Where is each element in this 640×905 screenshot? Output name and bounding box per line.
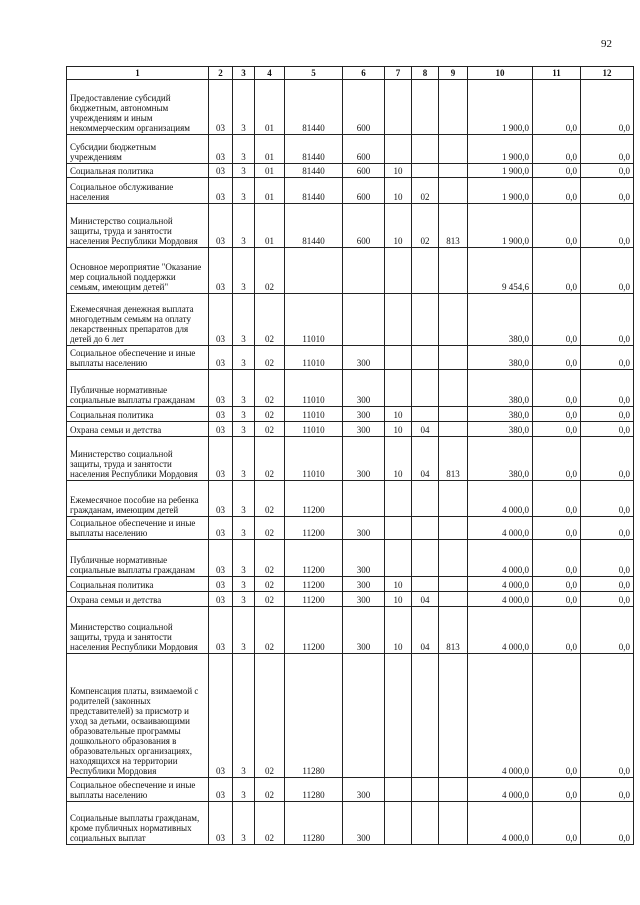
amount-cell: 0,0: [533, 437, 581, 481]
code-cell: [343, 248, 385, 294]
row-label: Социальная политика: [67, 407, 209, 422]
code-cell: 03: [209, 802, 233, 845]
code-cell: 3: [233, 481, 255, 517]
code-cell: 11010: [285, 294, 343, 346]
code-cell: 10: [385, 422, 412, 437]
amount-cell: 0,0: [581, 422, 634, 437]
code-cell: 3: [233, 422, 255, 437]
table-body: [67, 80, 634, 845]
code-cell: 11280: [285, 654, 343, 778]
row-label: Ежемесячное пособие на ребенка гражданам, имеющим детей: [67, 481, 209, 517]
code-cell: 3: [233, 80, 255, 135]
amount-cell: 380,0: [468, 346, 533, 370]
code-cell: 02: [255, 607, 285, 654]
code-cell: 3: [233, 204, 255, 248]
column-header: 11: [533, 67, 581, 80]
code-cell: [439, 294, 468, 346]
code-cell: 04: [412, 607, 439, 654]
code-cell: 03: [209, 370, 233, 407]
code-cell: 813: [439, 437, 468, 481]
code-cell: 02: [255, 481, 285, 517]
code-cell: [439, 135, 468, 164]
code-cell: 03: [209, 346, 233, 370]
code-cell: [385, 135, 412, 164]
code-cell: 02: [255, 517, 285, 540]
row-label: Предоставление субсидий бюджетным, автономным учреждениям и иным некоммерческим организациям: [67, 80, 209, 135]
table-row: [67, 346, 634, 370]
code-cell: 02: [255, 592, 285, 607]
table-row: [67, 540, 634, 577]
table-row: [67, 370, 634, 407]
amount-cell: 0,0: [581, 517, 634, 540]
code-cell: 03: [209, 517, 233, 540]
column-header: 2: [209, 67, 233, 80]
amount-cell: 0,0: [533, 802, 581, 845]
amount-cell: 0,0: [581, 370, 634, 407]
code-cell: 3: [233, 135, 255, 164]
row-label: Социальные выплаты гражданам, кроме публичных нормативных социальных выплат: [67, 802, 209, 845]
amount-cell: 380,0: [468, 437, 533, 481]
amount-cell: 1 900,0: [468, 178, 533, 204]
code-cell: 03: [209, 592, 233, 607]
code-cell: 3: [233, 802, 255, 845]
code-cell: 300: [343, 607, 385, 654]
table-row: [67, 164, 634, 178]
code-cell: [439, 540, 468, 577]
code-cell: 3: [233, 164, 255, 178]
code-cell: 300: [343, 370, 385, 407]
amount-cell: 0,0: [533, 422, 581, 437]
code-cell: 02: [255, 540, 285, 577]
amount-cell: 4 000,0: [468, 654, 533, 778]
amount-cell: 0,0: [533, 248, 581, 294]
code-cell: [412, 517, 439, 540]
code-cell: 02: [255, 248, 285, 294]
table-row: [67, 517, 634, 540]
table-row: [67, 135, 634, 164]
code-cell: 3: [233, 592, 255, 607]
amount-cell: 0,0: [581, 540, 634, 577]
row-label: Социальное обслуживание населения: [67, 178, 209, 204]
code-cell: [439, 407, 468, 422]
code-cell: [343, 294, 385, 346]
amount-cell: 0,0: [533, 654, 581, 778]
code-cell: [385, 294, 412, 346]
code-cell: 03: [209, 422, 233, 437]
code-cell: [385, 80, 412, 135]
amount-cell: 0,0: [533, 135, 581, 164]
code-cell: [412, 577, 439, 592]
code-cell: 3: [233, 577, 255, 592]
code-cell: 11010: [285, 346, 343, 370]
code-cell: 02: [255, 407, 285, 422]
code-cell: [439, 164, 468, 178]
code-cell: [385, 346, 412, 370]
amount-cell: 4 000,0: [468, 540, 533, 577]
code-cell: 3: [233, 407, 255, 422]
code-cell: 813: [439, 204, 468, 248]
code-cell: 300: [343, 517, 385, 540]
amount-cell: 4 000,0: [468, 592, 533, 607]
column-header: 5: [285, 67, 343, 80]
code-cell: [412, 80, 439, 135]
code-cell: 600: [343, 164, 385, 178]
amount-cell: 0,0: [581, 654, 634, 778]
row-label: Публичные нормативные социальные выплаты гражданам: [67, 540, 209, 577]
code-cell: [285, 248, 343, 294]
code-cell: 600: [343, 135, 385, 164]
table-row: [67, 248, 634, 294]
amount-cell: 0,0: [533, 407, 581, 422]
amount-cell: 0,0: [533, 370, 581, 407]
table-row: [67, 481, 634, 517]
code-cell: [439, 778, 468, 802]
code-cell: [412, 778, 439, 802]
code-cell: [412, 135, 439, 164]
code-cell: 02: [255, 778, 285, 802]
code-cell: 3: [233, 178, 255, 204]
code-cell: 02: [255, 802, 285, 845]
code-cell: [343, 481, 385, 517]
code-cell: 03: [209, 540, 233, 577]
code-cell: [439, 517, 468, 540]
code-cell: 81440: [285, 135, 343, 164]
amount-cell: 380,0: [468, 294, 533, 346]
amount-cell: 4 000,0: [468, 517, 533, 540]
amount-cell: 0,0: [581, 607, 634, 654]
code-cell: [439, 346, 468, 370]
amount-cell: 380,0: [468, 370, 533, 407]
code-cell: 11010: [285, 407, 343, 422]
code-cell: 300: [343, 802, 385, 845]
column-header: 1: [67, 67, 209, 80]
code-cell: [385, 778, 412, 802]
code-cell: 300: [343, 778, 385, 802]
code-cell: [412, 654, 439, 778]
code-cell: 03: [209, 164, 233, 178]
row-label: Министерство социальной защиты, труда и занятости населения Республики Мордовия: [67, 607, 209, 654]
amount-cell: 0,0: [581, 802, 634, 845]
table-row: [67, 437, 634, 481]
code-cell: 03: [209, 178, 233, 204]
row-label: Социальная политика: [67, 577, 209, 592]
table-row: [67, 592, 634, 607]
code-cell: [385, 540, 412, 577]
row-label: Охрана семьи и детства: [67, 592, 209, 607]
code-cell: [385, 370, 412, 407]
code-cell: 11010: [285, 437, 343, 481]
code-cell: 03: [209, 294, 233, 346]
code-cell: 600: [343, 178, 385, 204]
row-label: Социальное обеспечение и иные выплаты населению: [67, 346, 209, 370]
row-label: Субсидии бюджетным учреждениям: [67, 135, 209, 164]
amount-cell: 0,0: [533, 178, 581, 204]
code-cell: 03: [209, 778, 233, 802]
code-cell: [439, 422, 468, 437]
code-cell: 03: [209, 204, 233, 248]
table-row: [67, 607, 634, 654]
code-cell: 02: [255, 577, 285, 592]
code-cell: 02: [255, 294, 285, 346]
code-cell: 10: [385, 164, 412, 178]
code-cell: 3: [233, 607, 255, 654]
amount-cell: 1 900,0: [468, 164, 533, 178]
amount-cell: 0,0: [581, 80, 634, 135]
code-cell: 03: [209, 248, 233, 294]
amount-cell: 0,0: [533, 778, 581, 802]
row-label: Социальная политика: [67, 164, 209, 178]
code-cell: 03: [209, 80, 233, 135]
code-cell: 81440: [285, 178, 343, 204]
code-cell: 02: [255, 654, 285, 778]
row-label: Охрана семьи и детства: [67, 422, 209, 437]
row-label: Социальное обеспечение и иные выплаты населению: [67, 778, 209, 802]
code-cell: [412, 294, 439, 346]
row-label: Социальное обеспечение и иные выплаты населению: [67, 517, 209, 540]
amount-cell: 0,0: [581, 135, 634, 164]
row-label: Министерство социальной защиты, труда и занятости населения Республики Мордовия: [67, 437, 209, 481]
amount-cell: 0,0: [533, 294, 581, 346]
code-cell: [412, 164, 439, 178]
table-row: [67, 80, 634, 135]
code-cell: 3: [233, 437, 255, 481]
code-cell: 03: [209, 135, 233, 164]
code-cell: 10: [385, 204, 412, 248]
amount-cell: 0,0: [533, 592, 581, 607]
code-cell: [385, 654, 412, 778]
amount-cell: 1 900,0: [468, 80, 533, 135]
row-label: Основное мероприятие "Оказание мер социальной поддержки семьям, имеющим детей": [67, 248, 209, 294]
code-cell: 10: [385, 178, 412, 204]
code-cell: 01: [255, 135, 285, 164]
code-cell: 300: [343, 437, 385, 481]
column-header: 9: [439, 67, 468, 80]
code-cell: 3: [233, 294, 255, 346]
column-header: 7: [385, 67, 412, 80]
code-cell: 04: [412, 592, 439, 607]
code-cell: [439, 481, 468, 517]
amount-cell: 0,0: [533, 204, 581, 248]
code-cell: 01: [255, 178, 285, 204]
code-cell: 10: [385, 592, 412, 607]
code-cell: [385, 481, 412, 517]
row-label: Ежемесячная денежная выплата многодетным семьям на оплату лекарственных препаратов для детей до 6 лет: [67, 294, 209, 346]
code-cell: 02: [255, 346, 285, 370]
amount-cell: 0,0: [533, 346, 581, 370]
code-cell: [412, 370, 439, 407]
amount-cell: 0,0: [581, 577, 634, 592]
amount-cell: 0,0: [533, 80, 581, 135]
code-cell: 01: [255, 164, 285, 178]
code-cell: 600: [343, 204, 385, 248]
table-row: [67, 802, 634, 845]
code-cell: 11200: [285, 577, 343, 592]
code-cell: 11200: [285, 517, 343, 540]
amount-cell: 4 000,0: [468, 481, 533, 517]
code-cell: 300: [343, 422, 385, 437]
code-cell: 03: [209, 407, 233, 422]
code-cell: 02: [255, 422, 285, 437]
amount-cell: 0,0: [581, 481, 634, 517]
code-cell: 01: [255, 80, 285, 135]
amount-cell: 4 000,0: [468, 577, 533, 592]
code-cell: [439, 178, 468, 204]
code-cell: [412, 481, 439, 517]
code-cell: 11010: [285, 370, 343, 407]
code-cell: 03: [209, 437, 233, 481]
table-row: [67, 204, 634, 248]
code-cell: [439, 592, 468, 607]
amount-cell: 0,0: [533, 540, 581, 577]
table-row: [67, 422, 634, 437]
amount-cell: 0,0: [533, 607, 581, 654]
code-cell: 11280: [285, 802, 343, 845]
amount-cell: 9 454,6: [468, 248, 533, 294]
code-cell: 11280: [285, 778, 343, 802]
code-cell: 81440: [285, 80, 343, 135]
amount-cell: 0,0: [581, 178, 634, 204]
code-cell: 03: [209, 481, 233, 517]
amount-cell: 4 000,0: [468, 778, 533, 802]
amount-cell: 0,0: [581, 164, 634, 178]
row-label: Публичные нормативные социальные выплаты гражданам: [67, 370, 209, 407]
column-header: 3: [233, 67, 255, 80]
amount-cell: 0,0: [581, 204, 634, 248]
amount-cell: 380,0: [468, 407, 533, 422]
code-cell: 10: [385, 407, 412, 422]
column-header: 12: [581, 67, 634, 80]
code-cell: [343, 654, 385, 778]
code-cell: 02: [255, 370, 285, 407]
code-cell: 04: [412, 437, 439, 481]
amount-cell: 1 900,0: [468, 135, 533, 164]
code-cell: 03: [209, 607, 233, 654]
code-cell: 600: [343, 80, 385, 135]
header-row: [67, 67, 634, 80]
column-header: 6: [343, 67, 385, 80]
code-cell: 11200: [285, 592, 343, 607]
code-cell: 03: [209, 577, 233, 592]
code-cell: 02: [412, 178, 439, 204]
code-cell: 04: [412, 422, 439, 437]
code-cell: [412, 540, 439, 577]
amount-cell: 0,0: [581, 437, 634, 481]
code-cell: 300: [343, 346, 385, 370]
code-cell: 3: [233, 346, 255, 370]
table-row: [67, 294, 634, 346]
row-label: Компенсация платы, взимаемой с родителей (законных представителей) за присмотр и уход за детьми, осваивающими образовательные программы дошкольного образования в образовательных организациях, находящихся на территории Республики Мордовия: [67, 654, 209, 778]
code-cell: 10: [385, 577, 412, 592]
amount-cell: 0,0: [533, 517, 581, 540]
code-cell: 11200: [285, 481, 343, 517]
code-cell: 3: [233, 248, 255, 294]
code-cell: 81440: [285, 204, 343, 248]
code-cell: 3: [233, 778, 255, 802]
code-cell: 11200: [285, 540, 343, 577]
table-row: [67, 407, 634, 422]
amount-cell: 0,0: [533, 577, 581, 592]
table-row: [67, 778, 634, 802]
code-cell: 11200: [285, 607, 343, 654]
code-cell: [385, 248, 412, 294]
code-cell: [385, 517, 412, 540]
budget-table: [66, 66, 634, 845]
code-cell: [412, 802, 439, 845]
amount-cell: 0,0: [533, 481, 581, 517]
table-row: [67, 577, 634, 592]
amount-cell: 4 000,0: [468, 802, 533, 845]
code-cell: 03: [209, 654, 233, 778]
amount-cell: 0,0: [581, 346, 634, 370]
code-cell: 01: [255, 204, 285, 248]
code-cell: 300: [343, 407, 385, 422]
amount-cell: 0,0: [533, 164, 581, 178]
code-cell: 300: [343, 592, 385, 607]
code-cell: 02: [412, 204, 439, 248]
amount-cell: 0,0: [581, 248, 634, 294]
column-header: 8: [412, 67, 439, 80]
code-cell: 300: [343, 577, 385, 592]
code-cell: 3: [233, 517, 255, 540]
code-cell: 813: [439, 607, 468, 654]
page-number: 92: [601, 38, 612, 50]
code-cell: [439, 577, 468, 592]
table-row: [67, 178, 634, 204]
code-cell: [439, 370, 468, 407]
code-cell: [439, 654, 468, 778]
code-cell: 10: [385, 607, 412, 654]
amount-cell: 1 900,0: [468, 204, 533, 248]
code-cell: [412, 407, 439, 422]
amount-cell: 4 000,0: [468, 607, 533, 654]
column-header: 4: [255, 67, 285, 80]
amount-cell: 0,0: [581, 778, 634, 802]
amount-cell: 380,0: [468, 422, 533, 437]
code-cell: 3: [233, 654, 255, 778]
amount-cell: 0,0: [581, 592, 634, 607]
code-cell: [439, 802, 468, 845]
code-cell: 11010: [285, 422, 343, 437]
code-cell: 3: [233, 370, 255, 407]
code-cell: 81440: [285, 164, 343, 178]
amount-cell: 0,0: [581, 407, 634, 422]
code-cell: [439, 248, 468, 294]
code-cell: 3: [233, 540, 255, 577]
amount-cell: 0,0: [581, 294, 634, 346]
code-cell: 10: [385, 437, 412, 481]
code-cell: [385, 802, 412, 845]
code-cell: 300: [343, 540, 385, 577]
code-cell: [439, 80, 468, 135]
row-label: Министерство социальной защиты, труда и занятости населения Республики Мордовия: [67, 204, 209, 248]
table-row: [67, 654, 634, 778]
code-cell: [412, 346, 439, 370]
code-cell: 02: [255, 437, 285, 481]
code-cell: [412, 248, 439, 294]
column-header: 10: [468, 67, 533, 80]
